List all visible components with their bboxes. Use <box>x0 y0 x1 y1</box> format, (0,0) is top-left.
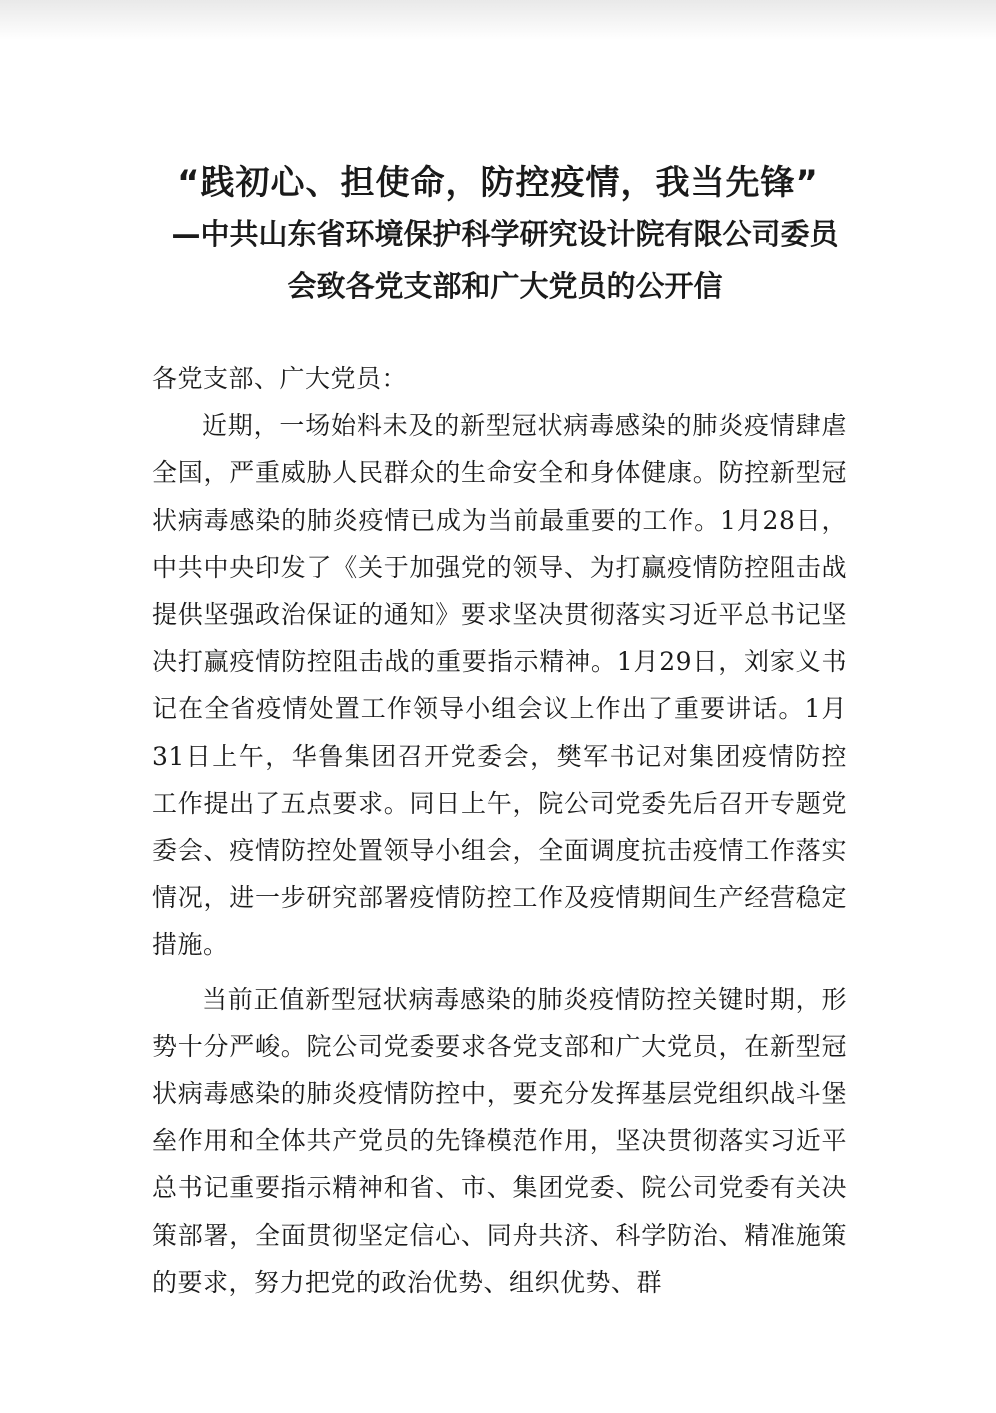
letter-body <box>152 355 847 1306</box>
document-subtitle: —中共山东省环境保护科学研究设计院有限公司委员会致各党支部和广大党员的公开信 <box>171 217 839 303</box>
document-title: “践初心、担使命，防控疫情，我当先锋” <box>177 163 819 203</box>
salutation: 各党支部、广大党员： <box>152 364 408 393</box>
paragraph-2: 当前正值新型冠状病毒感染的肺炎疫情防控关键时期，形势十分严峻。院公司党委要求各党支部和广大党员，在新型冠状病毒感染的肺炎疫情防控中，要充分发挥基层党组织战斗堡垒作用和全体共产党员的先锋模范作用，坚决贯彻落实习近平总书记重要指示精神和省、市、集团党委、院公司党委有关决策部署，全面贯彻坚定信心、同舟共济、科学防治、精准施策的要求，努力把党的政治优势、组织优势、群 <box>152 984 847 1297</box>
paragraph-1: 近期，一场始料未及的新型冠状病毒感染的肺炎疫情肆虐全国，严重威胁人民群众的生命安全和身体健康。防控新型冠状病毒感染的肺炎疫情已成为当前最重要的工作。1月28日，中共中央印发了《关于加强党的领导、为打赢疫情防控阻击战提供坚强政治保证的通知》要求坚决贯彻落实习近平总书记坚决打赢疫情防控阻击战的重要指示精神。1月29日，刘家义书记在全省疫情处置工作领导小组会议上作出了重要讲话。1月31日上午，华鲁集团召开党委会，樊军书记对集团疫情防控工作提出了五点要求。同日上午，院公司党委先后召开专题党委会、疫情防控处置领导小组会，全面调度抗击疫情工作落实情况，进一步研究部署疫情防控工作及疫情期间生产经营稳定措施。 <box>152 411 847 960</box>
